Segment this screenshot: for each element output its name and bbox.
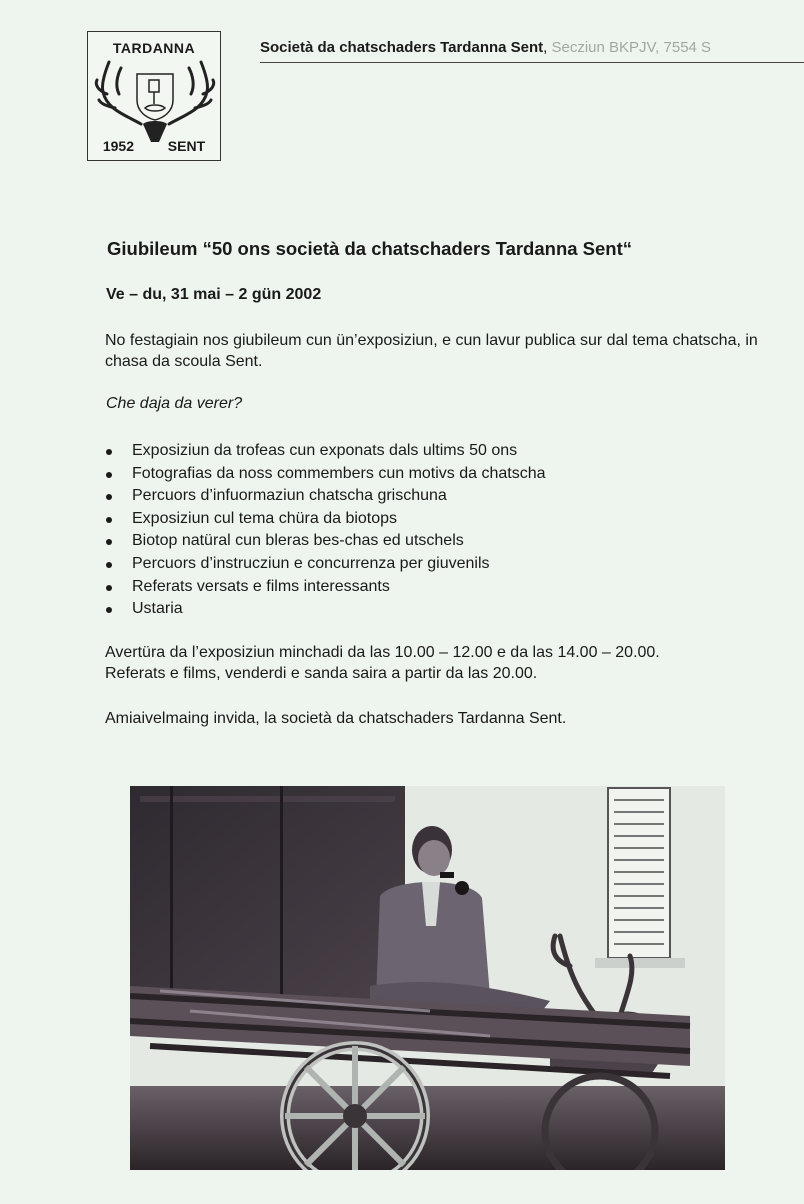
bullet-icon [106,539,112,545]
bullet-icon [106,607,112,613]
bullet-icon [106,494,112,500]
list-item-text: Exposiziun da trofeas cun exponats dals ultims 50 ons [132,442,518,459]
list-item [104,463,546,486]
bullet-icon [106,449,112,455]
list-item-text: Percuors d’infuormaziun chatscha grischuna [132,487,447,505]
bullet-icon [106,472,112,478]
list-item-text: Biotop natüral cun bleras bes-chas ed utschels [132,532,464,550]
list-item [104,530,546,553]
list-item-text: Ustaria [132,600,183,618]
closing-invitation: Amiaivelmaing invida, la società da chatschaders Tardanna Sent. [105,710,567,727]
list-item [104,485,546,508]
list-item [104,576,546,599]
section-question: Che daja da verer? [106,395,243,412]
photo-illustration [130,786,725,1170]
list-item-text: Exposiziun cul tema chüra da biotops [132,509,398,527]
list-item [104,553,546,576]
logo-place: SENT [167,138,206,154]
letterhead [260,39,804,63]
club-logo [87,31,221,161]
program-list [104,440,546,621]
list-item-text: Referats versats e films interessants [132,577,390,595]
list-item [104,598,546,621]
intro-paragraph: No festagiain nos giubileum cun ün’exposiziun, e cun lavur publica sur dal tema chatscha, in chasa da scoula Sent. [105,332,758,370]
list-item-text: Percuors d’instrucziun e concurrenza per giuvenils [132,554,490,572]
list-item-text: Fotografias da noss commembers cun motivs da chatscha [132,464,546,482]
document-title: Giubileum “50 ons società da chatschaders Tardanna Sent“ [107,238,633,259]
letterhead-org: Società da chatschaders Tardanna Sent [260,39,544,56]
logo-bottom-text [88,138,220,154]
opening-hours [105,642,785,684]
event-date: Ve – du, 31 mai – 2 gün 2002 [106,286,322,303]
lectures-line: Referats e films, venderdi e sanda saira a partir da las 20.00. [105,665,538,682]
logo-top-text: TARDANNA [112,40,196,56]
letterhead-section: Secziun BKPJV, 7554 S [551,39,712,56]
hunter-cart-photo [130,786,725,1170]
bullet-icon [106,562,112,568]
letterhead-separator: , [543,39,552,56]
list-item [104,508,546,531]
bullet-icon [106,517,112,523]
list-item [104,440,546,463]
deer-antlers-crest-icon [93,54,217,144]
logo-year: 1952 [102,138,135,154]
bullet-icon [106,585,112,591]
opening-hours-line: Avertüra da l’exposiziun minchadi da las 10.00 – 12.00 e da las 14.00 – 20.00. [105,644,660,661]
